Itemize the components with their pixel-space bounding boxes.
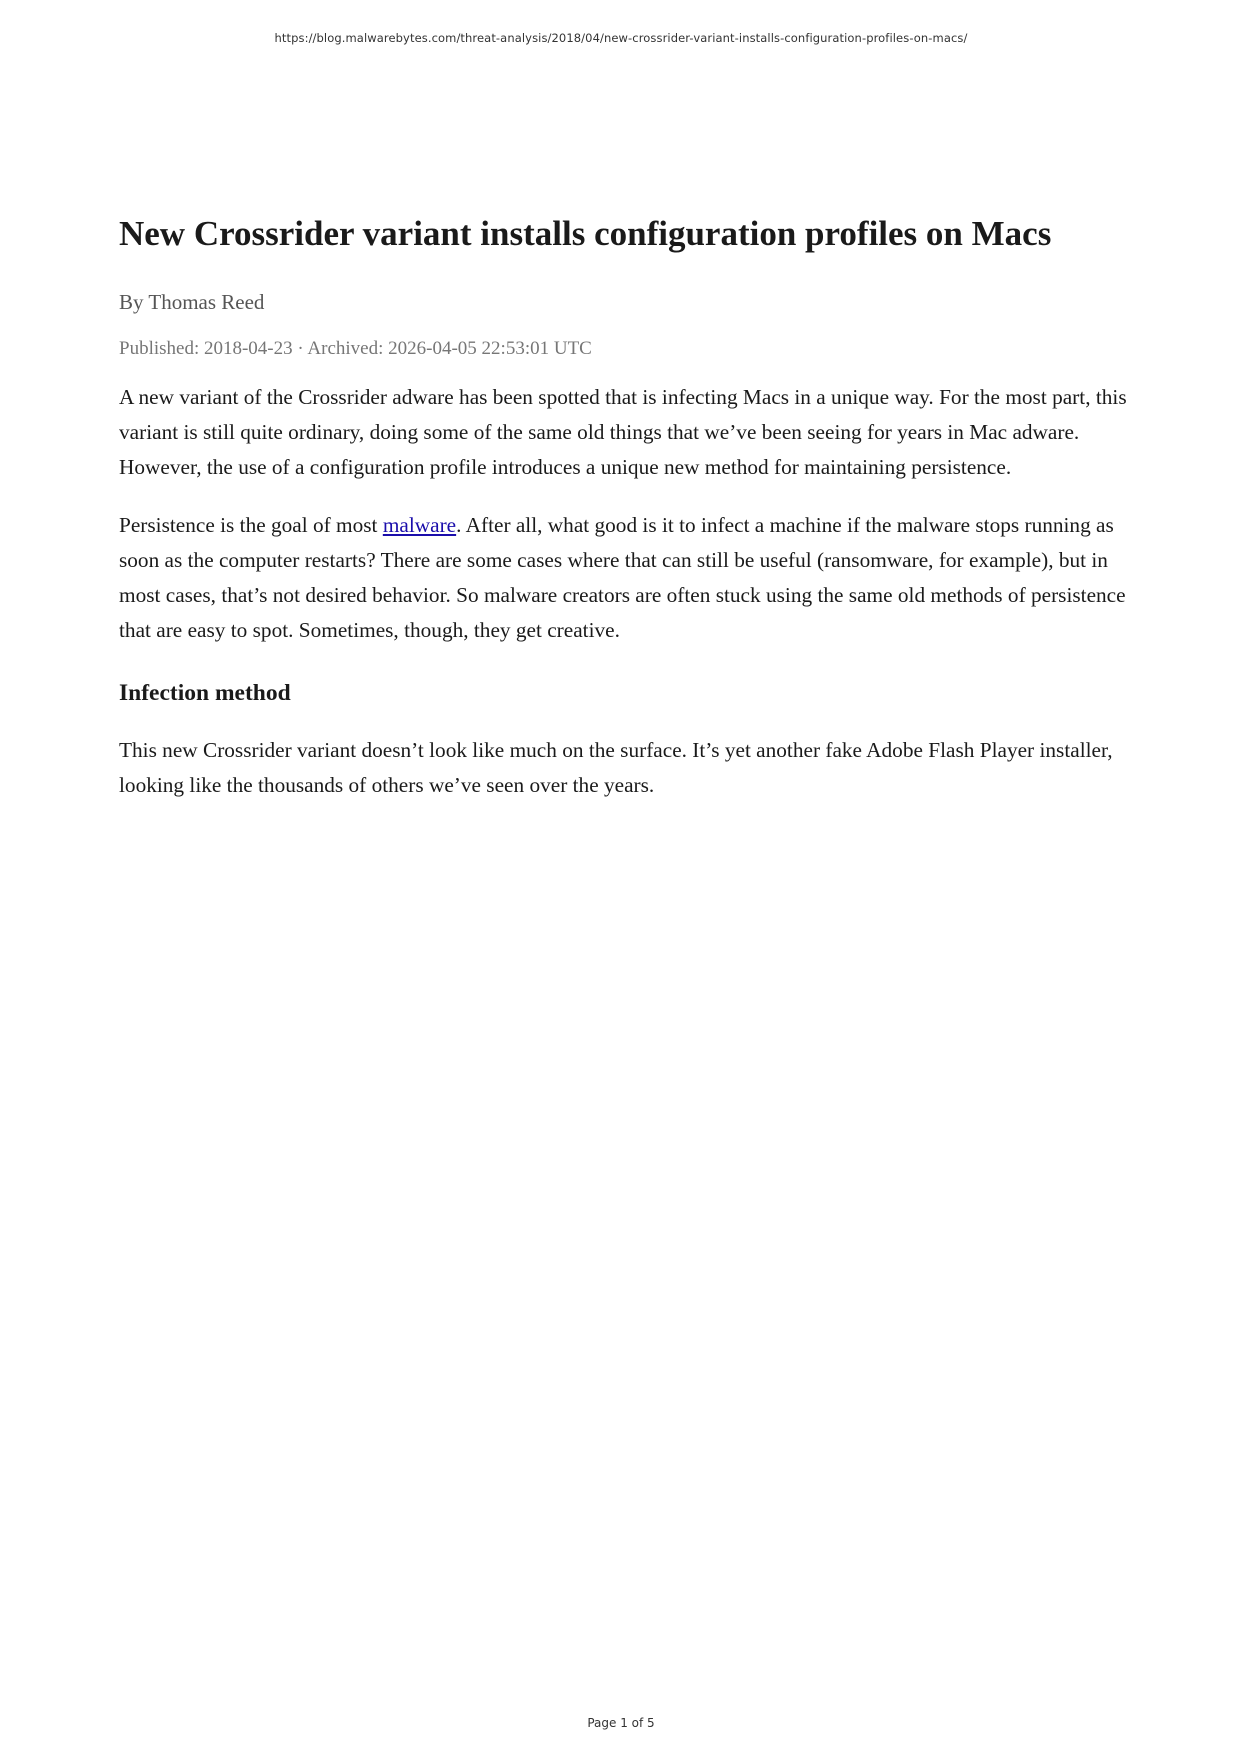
paragraph-intro: A new variant of the Crossrider adware has been spotted that is infecting Macs in a unique way. For the most part, this variant is still quite ordinary, doing some of the same old things that we’ve been seeing for years in Mac adware. However, the use of a configuration profile introduces a unique new method for maintaining persistence. bbox=[119, 385, 1127, 479]
malware-link[interactable]: malware bbox=[382, 513, 457, 537]
article-meta: Published: 2018-04-23 · Archived: 2026-04-05 22:53:01 UTC bbox=[119, 338, 592, 359]
paragraph-text-before-link: Persistence is the goal of most bbox=[119, 513, 383, 537]
paragraph-persistence bbox=[119, 508, 1129, 648]
article bbox=[119, 206, 1129, 803]
section-heading-infection-method: Infection method bbox=[119, 680, 291, 706]
paragraph-text-after-link: . After all, what good is it to infect a machine if the malware stops running as soon as the computer restarts? There are some cases where that can still be useful (ransomware, for example), but in most cases, that’s not desired behavior. So malware creators are often stuck using the same old methods of persistence that are easy to spot. Sometimes, though, they get creative. bbox=[119, 513, 1126, 642]
page-url: https://blog.malwarebytes.com/threat-analysis/2018/04/new-crossrider-variant-installs-configuration-profiles-on-macs/ bbox=[274, 31, 968, 45]
article-byline: By Thomas Reed bbox=[119, 290, 265, 314]
page-indicator: Page 1 of 5 bbox=[587, 1716, 655, 1730]
paragraph-infection: This new Crossrider variant doesn’t look like much on the surface. It’s yet another fake Adobe Flash Player installer, looking like the thousands of others we’ve seen over the years. bbox=[119, 738, 1113, 797]
article-title: New Crossrider variant installs configuration profiles on Macs bbox=[119, 214, 1052, 253]
